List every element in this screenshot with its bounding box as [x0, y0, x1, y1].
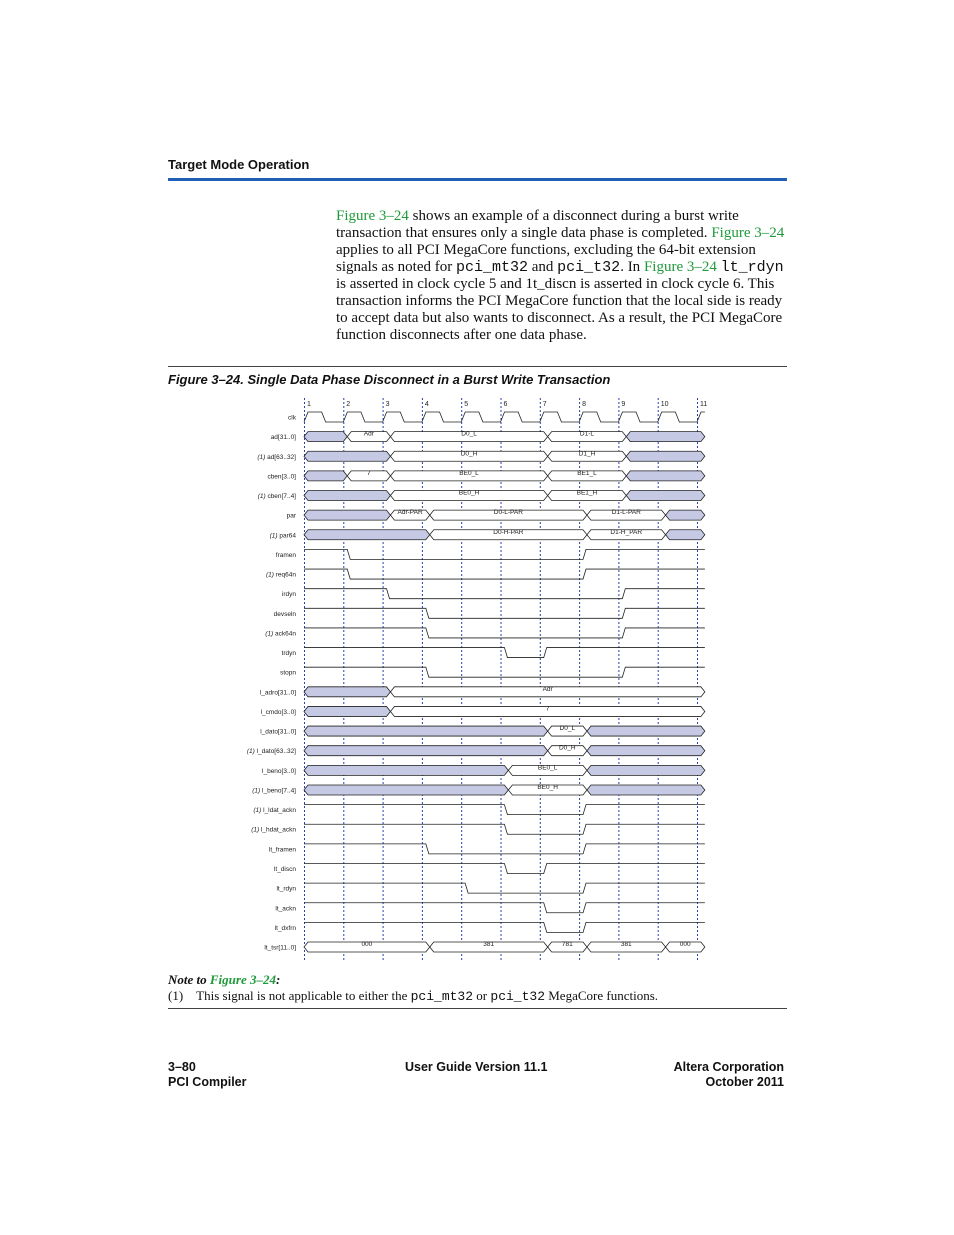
- bus-value: 000: [361, 941, 373, 949]
- signal-waveform: [304, 648, 705, 658]
- signal-name: par: [286, 512, 296, 520]
- signal-row: [274, 608, 705, 618]
- code-term: lt_rdyn: [720, 259, 784, 276]
- signal-note: (1): [253, 807, 264, 815]
- signal-note: (1): [246, 748, 257, 756]
- signal-name: l_dato[63..32]: [256, 748, 296, 756]
- signal-waveform: [304, 805, 705, 815]
- bus-value: D0_H: [460, 450, 478, 458]
- clock-waveform: [304, 412, 705, 422]
- signal-waveform: [304, 549, 705, 559]
- signal-name: cben[3..0]: [267, 473, 296, 481]
- signal-note: (1): [269, 532, 280, 540]
- figure-link[interactable]: Figure 3–24: [643, 259, 717, 275]
- bus-segment-invalid: [304, 785, 508, 795]
- signal-label: [251, 827, 296, 834]
- signal-waveform: [304, 863, 705, 873]
- clock-label: 1: [307, 401, 311, 408]
- signal-label: [274, 611, 297, 618]
- bus-segment-invalid: [626, 471, 705, 481]
- signal-note: (1): [252, 787, 263, 795]
- signal-row: [274, 863, 705, 873]
- signal-name: lt_discn: [273, 865, 296, 873]
- bus-segment-invalid: [666, 530, 705, 540]
- signal-name: l_dato[31..0]: [260, 728, 296, 736]
- bus-value: D1_H: [578, 450, 596, 458]
- bus-value: 7: [367, 469, 371, 477]
- signal-name: lt_dxfrn: [274, 924, 296, 932]
- signal-waveform: [304, 589, 705, 599]
- bus-segment-invalid: [304, 746, 548, 756]
- signal-waveform: [304, 608, 705, 618]
- signal-label: [252, 787, 296, 794]
- signal-waveform: [304, 922, 705, 932]
- signal-name: trdyn: [281, 650, 296, 658]
- signal-name: req64n: [275, 571, 296, 579]
- bus-value: D0-L-PAR: [493, 509, 523, 517]
- code-term: pci_mt32: [455, 259, 528, 276]
- bus-segment-invalid: [587, 785, 705, 795]
- signal-row: [253, 805, 705, 815]
- signal-row: [265, 628, 705, 638]
- signal-label: [274, 866, 296, 873]
- signal-row: [257, 450, 705, 461]
- signal-label: [266, 572, 296, 579]
- bus-value: D0_L: [559, 725, 576, 733]
- note-item: (1) This signal is not applicable to either the pci_mt32 or pci_t32 MegaCore functions.: [168, 988, 659, 1004]
- signal-label: [275, 905, 296, 912]
- bus-value: Adr-PAR: [397, 509, 423, 517]
- signal-row: [270, 529, 705, 540]
- signal-row: [264, 941, 705, 952]
- signal-row: [287, 509, 705, 520]
- signal-name: ad[63..32]: [267, 453, 296, 461]
- bus-segment-invalid: [304, 510, 390, 520]
- bus-value: 381: [483, 941, 495, 949]
- signal-label: [282, 650, 297, 657]
- bus-value: D0-H-PAR: [493, 528, 524, 536]
- clock-label: 2: [346, 401, 351, 408]
- signal-row: [262, 764, 705, 775]
- code-term: pci_mt32: [410, 989, 474, 1004]
- bus-value: BE0_L: [537, 764, 558, 772]
- signal-row: [288, 412, 705, 422]
- signal-row: [275, 903, 704, 913]
- clock-label: 4: [424, 401, 429, 408]
- signal-name: l_adro[31..0]: [259, 689, 296, 697]
- signal-row: [261, 705, 705, 716]
- bus-segment-invalid: [304, 432, 347, 442]
- signal-row: [252, 784, 705, 795]
- signal-name: l_hdat_ackn: [260, 826, 296, 834]
- signal-label: [267, 473, 296, 480]
- signal-row: [269, 844, 705, 854]
- bus-value: D1-H_PAR: [610, 528, 643, 536]
- bus-value: BE1_H: [576, 489, 598, 497]
- figure-bottom-rule: [168, 1008, 787, 1009]
- bus-segment-invalid: [304, 451, 390, 461]
- signal-name: lt_rdyn: [276, 885, 296, 893]
- signal-name: ad[31..0]: [270, 434, 296, 442]
- signal-waveform: [304, 569, 705, 579]
- bus-segment-invalid: [304, 530, 430, 540]
- signal-row: [276, 549, 705, 559]
- signal-label: [261, 709, 297, 716]
- signal-row: [260, 725, 705, 736]
- signal-waveform: [304, 667, 705, 677]
- signal-label: [280, 670, 296, 677]
- signal-note: (1): [251, 826, 261, 834]
- signal-waveform: [304, 903, 705, 913]
- code-term: pci_t32: [490, 989, 545, 1004]
- footer-right: [674, 1060, 784, 1090]
- signal-name: stopn: [280, 669, 296, 677]
- signal-row: [258, 490, 705, 501]
- signal-name: lt_ackn: [275, 905, 296, 913]
- bus-value: Adr: [363, 430, 374, 438]
- signal-row: [247, 745, 705, 756]
- signal-row: [276, 883, 704, 893]
- code-term: pci_t32: [557, 259, 621, 276]
- bus-value: 000: [679, 941, 691, 949]
- note-number: (1): [168, 988, 184, 1003]
- intro-paragraph: Figure 3–24 shows an example of a disconnect during a burst write transaction that ensures only a single data phase is completed. Figure 3–24 applies to all PCI MegaCore functions, excluding the 64-bit extension signals as noted for pci_mt32 and pci_t32. In Figure 3–24 lt_rdyn is asserted in clock cycle 5 and 1t_discn is asserted in clock cycle 6. This transaction informs the PCI MegaCore function that the local side is ready to accept data but also wants to disconnect. As a result, the PCI MegaCore function disconnects after one data phase.: [336, 208, 785, 343]
- signal-row: [260, 686, 705, 697]
- signal-label: [271, 434, 296, 441]
- figure-caption: Figure 3–24. Single Data Phase Disconnect in a Burst Write Transaction: [168, 372, 611, 387]
- signal-label: [269, 846, 296, 853]
- clock-label: 5: [464, 401, 469, 408]
- publication-date: October 2011: [705, 1075, 784, 1089]
- bus-segment-invalid: [626, 432, 705, 442]
- signal-row: [251, 824, 705, 834]
- guide-version: User Guide Version 11.1: [405, 1060, 548, 1074]
- page-number: 3–80: [168, 1060, 196, 1074]
- signal-name: clk: [288, 414, 296, 422]
- signal-row: [282, 648, 705, 658]
- bus-value: 7: [545, 705, 550, 713]
- signal-name: l_beno[7..4]: [262, 787, 296, 795]
- footer-left: [168, 1060, 247, 1090]
- clock-label: 11: [700, 401, 708, 408]
- bus-value: D1-L-PAR: [611, 509, 641, 517]
- bus-segment-invalid: [626, 491, 705, 501]
- signal-label: [270, 532, 297, 539]
- note-title: Note to Figure 3–24:: [168, 972, 281, 987]
- bus-value: Adr: [542, 685, 553, 693]
- clock-label: 8: [582, 401, 587, 408]
- bus-segment-invalid: [587, 746, 705, 756]
- section-header-title: Target Mode Operation: [168, 157, 310, 172]
- clock-label: 9: [621, 401, 626, 408]
- bus-value: BE1_L: [577, 469, 597, 477]
- bus-value: BE0_L: [459, 469, 479, 477]
- signal-label: [257, 454, 296, 461]
- bus-segment-invalid: [304, 491, 390, 501]
- bus-value: 381: [620, 941, 632, 949]
- clock-label: 7: [542, 401, 547, 408]
- footer-center: [405, 1060, 547, 1075]
- figure-link[interactable]: Figure 3–24: [336, 208, 409, 224]
- bus-segment-invalid: [666, 510, 705, 520]
- signal-waveform: [304, 883, 705, 893]
- signal-note: (1): [257, 493, 268, 501]
- company-name: Altera Corporation: [673, 1060, 784, 1074]
- signal-label: [276, 552, 297, 559]
- bus-segment-invalid: [304, 726, 548, 736]
- signal-name: framen: [275, 551, 296, 559]
- signal-row: [266, 569, 705, 579]
- bus-segment-invalid: [304, 765, 508, 775]
- signal-waveform: [304, 844, 705, 854]
- bus-segment-invalid: [304, 471, 347, 481]
- bus-value: D0_H: [558, 744, 576, 752]
- signal-label: [262, 768, 296, 775]
- clock-label: 10: [660, 401, 669, 408]
- bus-value: BE0_H: [458, 489, 480, 497]
- bus-segment-invalid: [587, 765, 705, 775]
- signal-note: (1): [257, 453, 268, 461]
- signal-waveform: [304, 824, 705, 834]
- product-name: PCI Compiler: [168, 1075, 247, 1089]
- bus-value: D1-L: [579, 430, 595, 438]
- bus-value: D0_L: [461, 430, 477, 438]
- signal-name: l_ldat_ackn: [263, 807, 296, 815]
- signal-label: [247, 748, 296, 755]
- signal-name: par64: [279, 532, 296, 540]
- bus-segment-invalid: [304, 706, 390, 716]
- bus-segment-invalid: [304, 687, 390, 697]
- signal-label: [282, 591, 296, 598]
- signal-name: devseln: [273, 610, 296, 618]
- signal-label: [288, 415, 297, 422]
- signal-row: [282, 589, 705, 599]
- signal-label: [264, 945, 296, 952]
- figure-link[interactable]: Figure 3–24: [711, 225, 785, 241]
- signal-name: ack64n: [275, 630, 296, 638]
- clock-label: 6: [503, 401, 508, 408]
- signal-name: irdyn: [281, 591, 296, 599]
- signal-name: lt_tsr[11..0]: [264, 944, 296, 952]
- signal-label: [276, 886, 296, 893]
- signal-row: [275, 922, 705, 932]
- signal-label: [260, 689, 296, 696]
- signal-label: [287, 513, 297, 520]
- clock-label: 3: [385, 401, 390, 408]
- signal-label: [253, 807, 296, 814]
- bus-segment-invalid: [587, 726, 705, 736]
- signal-name: l_beno[3..0]: [262, 767, 296, 775]
- signal-note: (1): [266, 571, 276, 579]
- signal-label: [260, 729, 296, 736]
- bus-segment-invalid: [626, 451, 705, 461]
- signal-name: l_cmdo[3..0]: [260, 708, 296, 716]
- signal-label: [258, 493, 296, 500]
- signal-waveform: [304, 628, 705, 638]
- signal-label: [275, 925, 297, 932]
- signal-row: [271, 431, 705, 442]
- signal-note: (1): [265, 630, 276, 638]
- bus-value: BE0_H: [537, 783, 558, 791]
- signal-name: lt_framen: [268, 846, 296, 854]
- signal-name: cben[7..4]: [267, 493, 296, 501]
- signal-row: [267, 470, 704, 481]
- figure-link[interactable]: Figure 3–24: [209, 972, 276, 987]
- signal-label: [265, 630, 296, 637]
- bus-value: 781: [561, 941, 573, 949]
